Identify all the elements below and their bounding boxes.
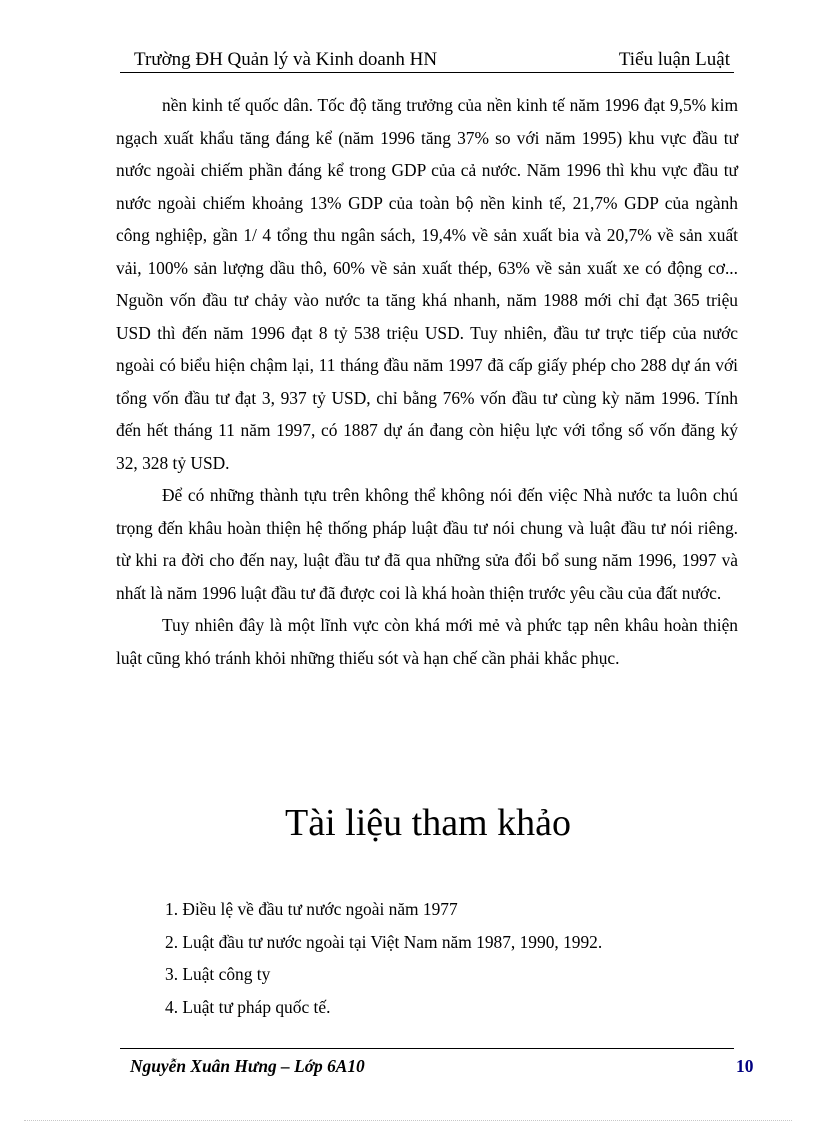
references-title: Tài liệu tham khảo [285,802,571,844]
reference-item: 1. Điều lệ về đầu tư nước ngoài năm 1977 [165,899,458,919]
paragraph-legal-improvement: Để có những thành tựu trên không thể không nói đến việc Nhà nước ta luôn chú trọng đến khâu hoàn thiện hệ thống pháp luật đầu tư nói chung và luật đầu tư nói riêng. từ khi ra đời cho đến nay, luật đầu tư đã qua những sửa đổi bổ sung năm 1996, 1997 và nhất là năm 1996 luật đầu tư đã được coi là khá hoàn thiện trước yêu cầu của đất nước. [116,485,738,603]
reference-item: 3. Luật công ty [165,964,271,984]
footer-author: Nguyễn Xuân Hưng – Lớp 6A10 [130,1056,365,1076]
page-bottom-border [24,1120,792,1121]
header-school: Trường ĐH Quản lý và Kinh doanh HN [134,49,438,70]
body-text [116,89,738,674]
page-header [120,48,734,73]
footer-divider [120,1048,734,1049]
header-doc-type: Tiểu luận Luật [618,49,730,70]
references-list [165,893,725,1023]
reference-item: 4. Luật tư pháp quốc tế. [165,996,331,1017]
page-number: 10 [736,1056,754,1076]
paragraph-shortcomings: Tuy nhiên đây là một lĩnh vực còn khá mới mẻ và phức tạp nên khâu hoàn thiện luật cũng khó tránh khỏi những thiếu sót và hạn chế cần phải khắc phục. [116,615,738,668]
reference-item: 2. Luật đầu tư nước ngoài tại Việt Nam năm 1987, 1990, 1992. [165,931,603,952]
paragraph-economy-stats: nền kinh tế quốc dân. Tốc độ tăng trưởng của nền kinh tế năm 1996 đạt 9,5% kim ngạch xuất khẩu tăng đáng kể (năm 1996 tăng 37% so với năm 1995) khu vực đầu tư nước ngoài chiếm phần đáng kể trong GDP của cả nước. Năm 1996 thì khu vực đầu tư nước ngoài chiếm khoảng 13% GDP của toàn bộ nền kinh tế, 21,7% GDP của ngành công nghiệp, gần 1/ 4 tổng thu ngân sách, 19,4% về sản xuất bia và 20,7% về sản xuất vải, 100% sản lượng dầu thô, 60% về sản xuất thép, 63% về sản xuất xe có động cơ... Nguồn vốn đầu tư chảy vào nước ta tăng khá nhanh, năm 1988 mới chỉ đạt 365 triệu USD thì đến năm 1996 đạt 8 tỷ 538 triệu USD. Tuy nhiên, đầu tư trực tiếp của nước ngoài có biểu hiện chậm lại, 11 tháng đầu năm 1997 đã cấp giấy phép cho 288 dự án với tổng vốn đầu tư đạt 3, 937 tỷ USD, chỉ bằng 76% vốn đầu tư cùng kỳ năm 1996. Tính đến hết tháng 11 năm 1997, có 1887 dự án đang còn hiệu lực với tổng số vốn đăng ký 32, 328 tỷ USD. [116,95,738,473]
